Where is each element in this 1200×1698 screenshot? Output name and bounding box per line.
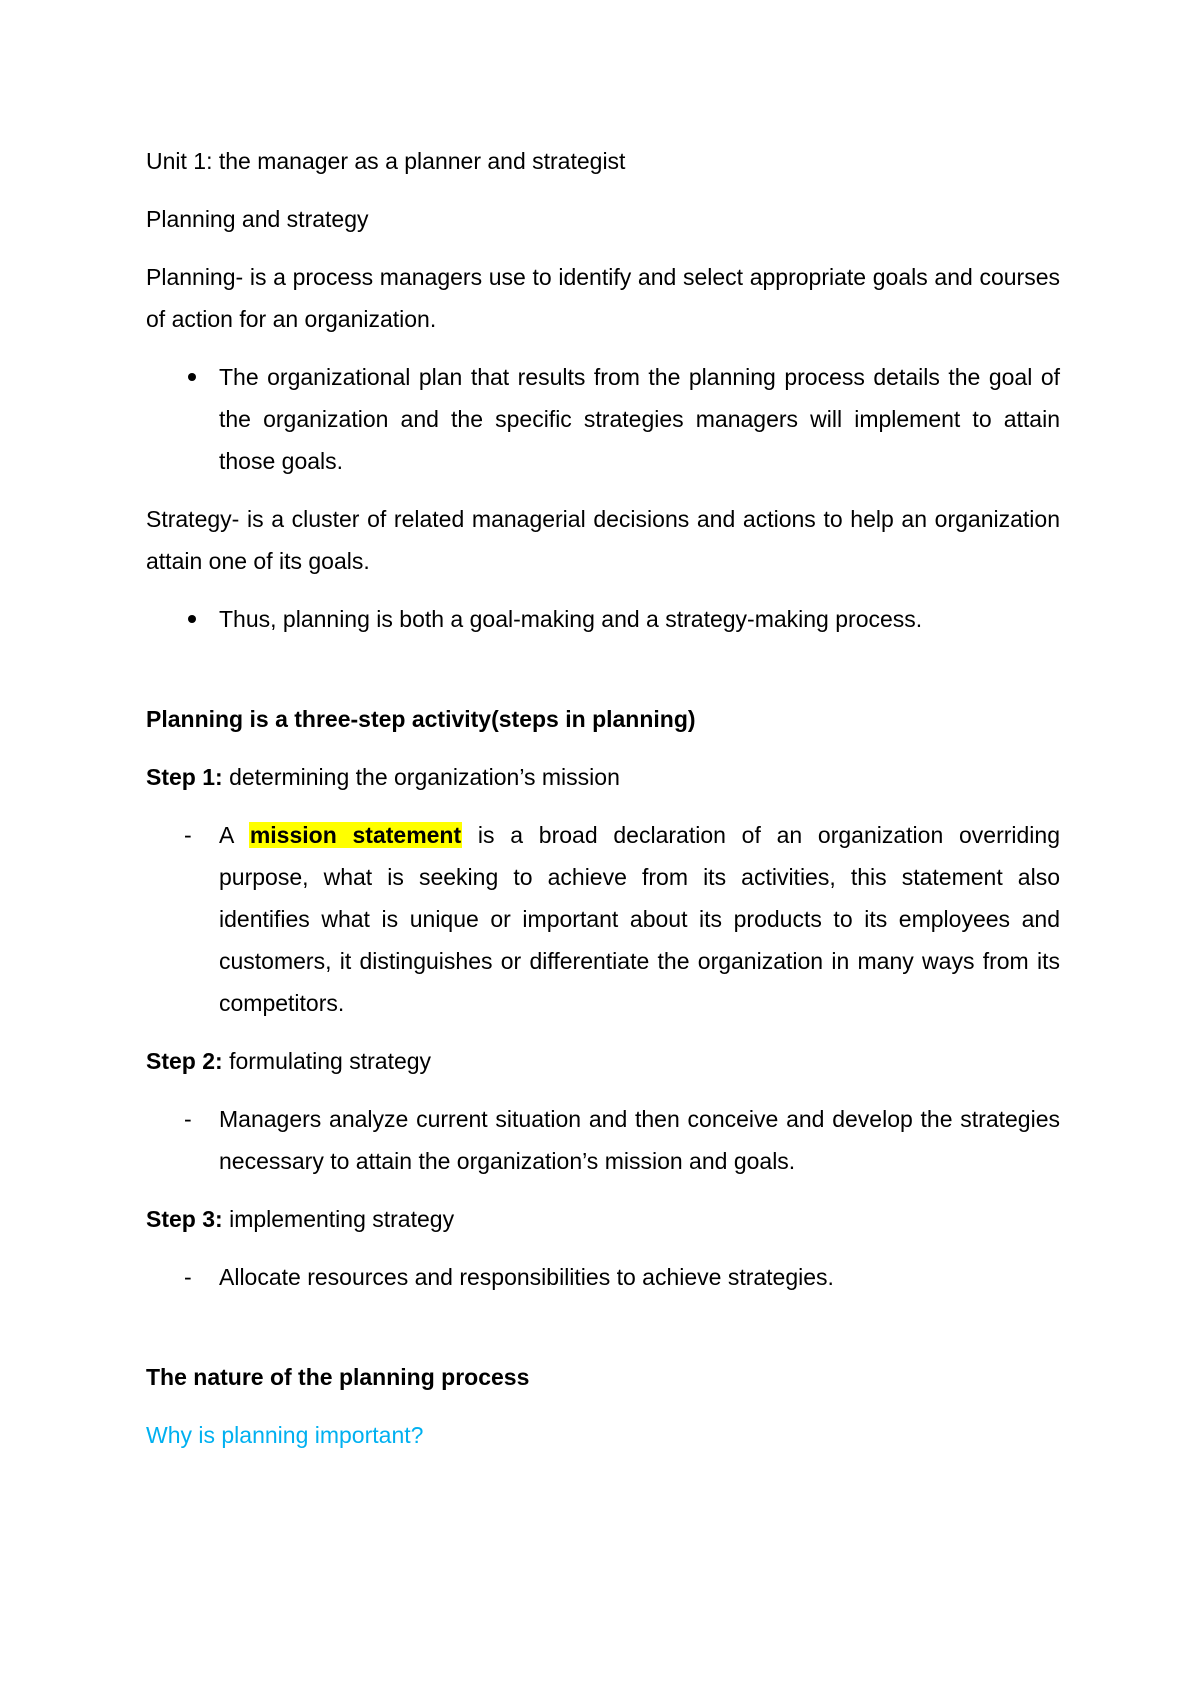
- section-subtitle: Planning and strategy: [146, 206, 369, 232]
- dash-item: [146, 814, 1060, 1024]
- step-3-label: Step 3:: [146, 1206, 223, 1232]
- step-3-heading: [146, 1198, 1060, 1240]
- bullet-item: [146, 356, 1060, 482]
- bullet-text: Thus, planning is both a goal-making and a strategy-making process.: [219, 606, 923, 632]
- blank-line: [146, 656, 1060, 698]
- bullet-icon: [188, 615, 196, 623]
- planning-definition: Planning- is a process managers use to identify and select appropriate goals and courses of action for an organization.: [146, 264, 1060, 332]
- step-3-description: Allocate resources and responsibilities to achieve strategies.: [219, 1264, 834, 1290]
- dash-marker: -: [184, 822, 192, 848]
- step-2-text: formulating strategy: [222, 1048, 432, 1074]
- strategy-definition: Strategy- is a cluster of related managerial decisions and actions to help an organization attain one of its goals.: [146, 506, 1060, 574]
- nature-heading: The nature of the planning process: [146, 1364, 530, 1390]
- dash-marker: -: [184, 1264, 192, 1290]
- blank-line: [146, 1314, 1060, 1356]
- dash-item: [146, 1256, 1060, 1298]
- dash-item: [146, 1098, 1060, 1182]
- step-2-heading: [146, 1040, 1060, 1082]
- step-2-description: Managers analyze current situation and then conceive and develop the strategies necessary to attain the organization’s mission and goals.: [219, 1106, 1060, 1174]
- document-title: Unit 1: the manager as a planner and strategist: [146, 148, 626, 174]
- step-1-label: Step 1:: [146, 764, 223, 790]
- mission-prefix: A: [219, 822, 249, 848]
- why-planning-heading: Why is planning important?: [146, 1422, 424, 1448]
- step-1-text: determining the organization’s mission: [222, 764, 620, 790]
- document-page: [146, 140, 1060, 1472]
- step-3-text: implementing strategy: [222, 1206, 455, 1232]
- bullet-item: [146, 598, 1060, 640]
- bullet-icon: [188, 373, 196, 381]
- bullet-text: The organizational plan that results from the planning process details the goal of the organization and the specific strategies managers will implement to attain those goals.: [219, 364, 1060, 474]
- mission-description: is a broad declaration of an organization overriding purpose, what is seeking to achieve from its activities, this statement also identifies what is unique or important about its products to its employees and customers, it distinguishes or differentiate the organization in many ways from its competitors.: [219, 822, 1060, 1016]
- step-1-heading: [146, 756, 1060, 798]
- dash-marker: -: [184, 1106, 192, 1132]
- three-step-heading: Planning is a three-step activity(steps in planning): [146, 706, 696, 732]
- step-2-label: Step 2:: [146, 1048, 223, 1074]
- mission-statement-highlight: mission statement: [249, 822, 462, 848]
